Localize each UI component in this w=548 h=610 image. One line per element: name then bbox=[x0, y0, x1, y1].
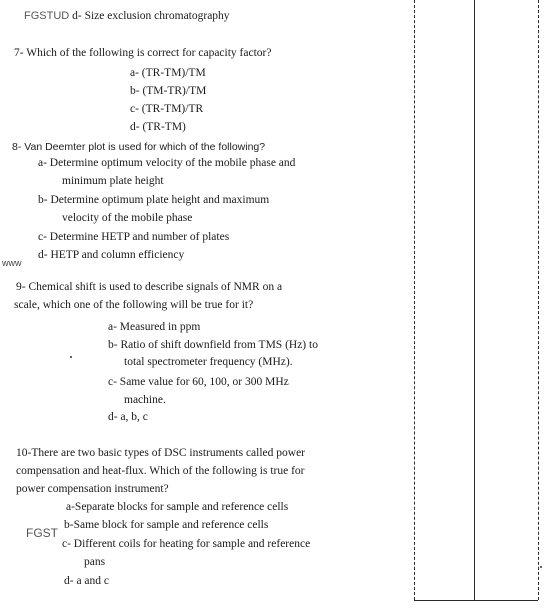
q9-option-b-line1: b- Ratio of shift downfield from TMS (Hz) to bbox=[108, 339, 318, 351]
q8-option-d-line1: d- HETP and column efficiency bbox=[38, 249, 185, 261]
q10-option-c-line1: c- Different coils for heating for sample and reference bbox=[62, 538, 311, 550]
q8-option-b-line1: b- Determine optimum plate height and maximum bbox=[38, 194, 270, 206]
q9-option-c-line2: machine. bbox=[124, 394, 166, 406]
q8-option-b-line2: velocity of the mobile phase bbox=[62, 212, 193, 224]
q8-option-c-line1: c- Determine HETP and number of plates bbox=[38, 231, 230, 243]
q8-margin-mark: www bbox=[2, 258, 22, 268]
q10-question-line1: 10-There are two basic types of DSC instruments called power bbox=[16, 447, 306, 459]
bottom-border bbox=[414, 600, 538, 601]
q10-question-line3: power compensation instrument? bbox=[16, 483, 169, 495]
scan-speck bbox=[540, 566, 542, 568]
q9-question-line1: 9- Chemical shift is used to describe signals of NMR on a bbox=[16, 281, 283, 293]
q8-option-a-line2: minimum plate height bbox=[62, 175, 164, 187]
q10-question-line2: compensation and heat-flux. Which of the following is true for bbox=[16, 465, 305, 477]
q8-option-a-line1: a- Determine optimum velocity of the mobile phase and bbox=[38, 157, 296, 169]
q7-question: 7- Which of the following is correct for capacity factor? bbox=[14, 47, 272, 59]
q7-option-c: c- (TR-TM)/TR bbox=[130, 103, 204, 115]
q9-question-line2: scale, which one of the following will be true for it? bbox=[14, 299, 254, 311]
q10-option-d: d- a and c bbox=[64, 575, 110, 587]
q10-option-b: b-Same block for sample and reference cells bbox=[64, 519, 269, 531]
q7-option-d: d- (TR-TM) bbox=[130, 121, 186, 133]
scan-speck bbox=[70, 356, 72, 358]
answer-column-right-border bbox=[538, 0, 539, 600]
q7-option-a: a- (TR-TM)/TM bbox=[130, 67, 206, 79]
q9-option-a: a- Measured in ppm bbox=[108, 321, 201, 333]
q8-question: 8- Van Deemter plot is used for which of the following? bbox=[12, 141, 266, 153]
q10-option-c-line2: pans bbox=[84, 556, 106, 568]
header-line bbox=[24, 9, 230, 23]
q7-option-b: b- (TM-TR)/TM bbox=[130, 85, 207, 97]
q9-option-d: d- a, b, c bbox=[108, 411, 148, 423]
answer-column-left-border bbox=[414, 0, 415, 600]
answer-column-middle-border bbox=[474, 0, 475, 600]
q10-option-a: a-Separate blocks for sample and reference cells bbox=[66, 501, 289, 513]
q10-watermark: FGST bbox=[26, 526, 58, 540]
header-code: FGSTUD bbox=[24, 10, 70, 22]
q9-option-c-line1: c- Same value for 60, 100, or 300 MHz bbox=[108, 376, 289, 388]
header-text: d- Size exclusion chromatography bbox=[72, 10, 230, 22]
q9-option-b-line2: total spectrometer frequency (MHz). bbox=[124, 356, 293, 368]
